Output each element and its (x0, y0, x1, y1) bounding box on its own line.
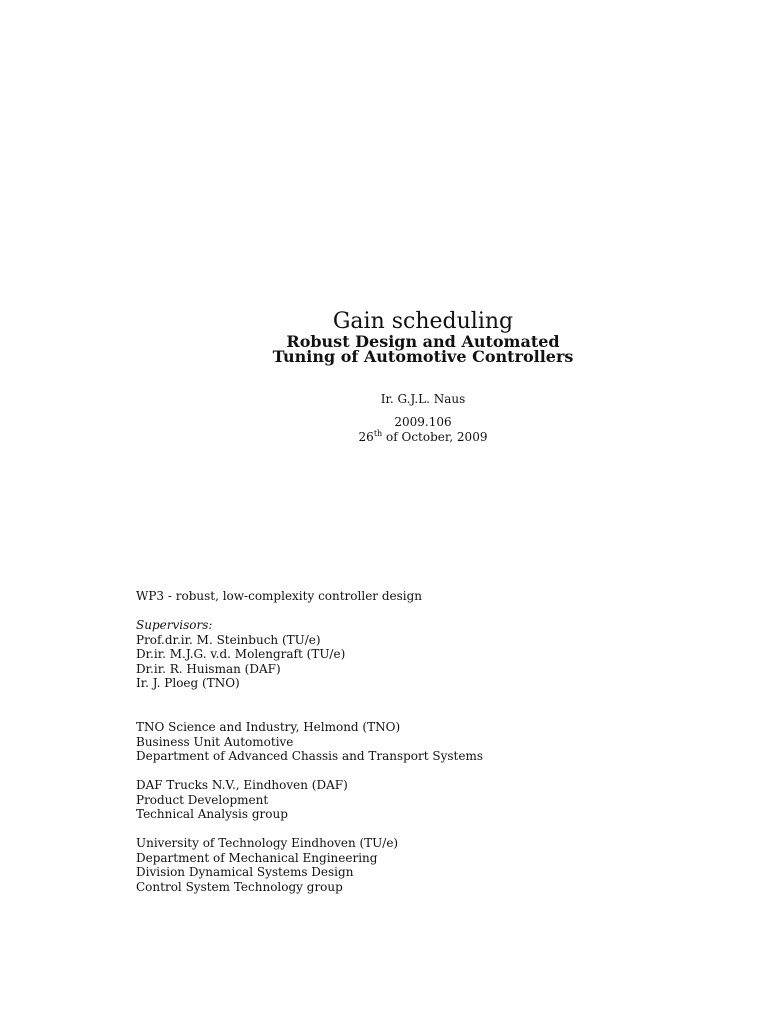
organization-tue (136, 836, 398, 894)
organization-tno (136, 720, 483, 764)
organization-line: Department of Advanced Chassis and Transport Systems (136, 749, 484, 764)
organization-line: Business Unit Automotive (136, 734, 294, 749)
subtitle-line-1: Robust Design and Automated (286, 332, 560, 351)
organization-line: TNO Science and Industry, Helmond (TNO) (136, 720, 401, 734)
organization-line: DAF Trucks N.V., Eindhoven (DAF) (136, 778, 348, 792)
supervisor-name: Ir. J. Ploeg (TNO) (136, 676, 240, 691)
organization-line: Control System Technology group (136, 879, 343, 894)
organization-line: Product Development (136, 792, 269, 807)
supervisor-name: Dr.ir. R. Huisman (DAF) (136, 661, 281, 676)
report-date (0, 430, 768, 445)
organization-daf (136, 778, 348, 822)
supervisor-name: Prof.dr.ir. M. Steinbuch (TU/e) (136, 632, 321, 647)
date-suffix: th (373, 429, 383, 438)
subtitle-line-2: Tuning of Automotive Controllers (272, 347, 574, 366)
supervisor-name: Dr.ir. M.J.G. v.d. Molengraft (TU/e) (136, 647, 346, 662)
work-package: WP3 - robust, low-complexity controller design (136, 589, 423, 603)
supervisors-block (136, 618, 345, 691)
date-rest: of October, 2009 (382, 430, 488, 444)
author: Ir. G.J.L. Naus (380, 392, 466, 406)
supervisors-heading: Supervisors: (136, 618, 213, 632)
organization-line: Technical Analysis group (136, 807, 288, 822)
report-number: 2009.106 (394, 415, 452, 429)
document-title: Gain scheduling (332, 309, 514, 334)
organization-line: Division Dynamical Systems Design (136, 865, 354, 880)
organization-line: Department of Mechanical Engineering (136, 850, 378, 865)
organization-line: University of Technology Eindhoven (TU/e) (136, 836, 399, 850)
date-day: 26 (358, 430, 374, 444)
